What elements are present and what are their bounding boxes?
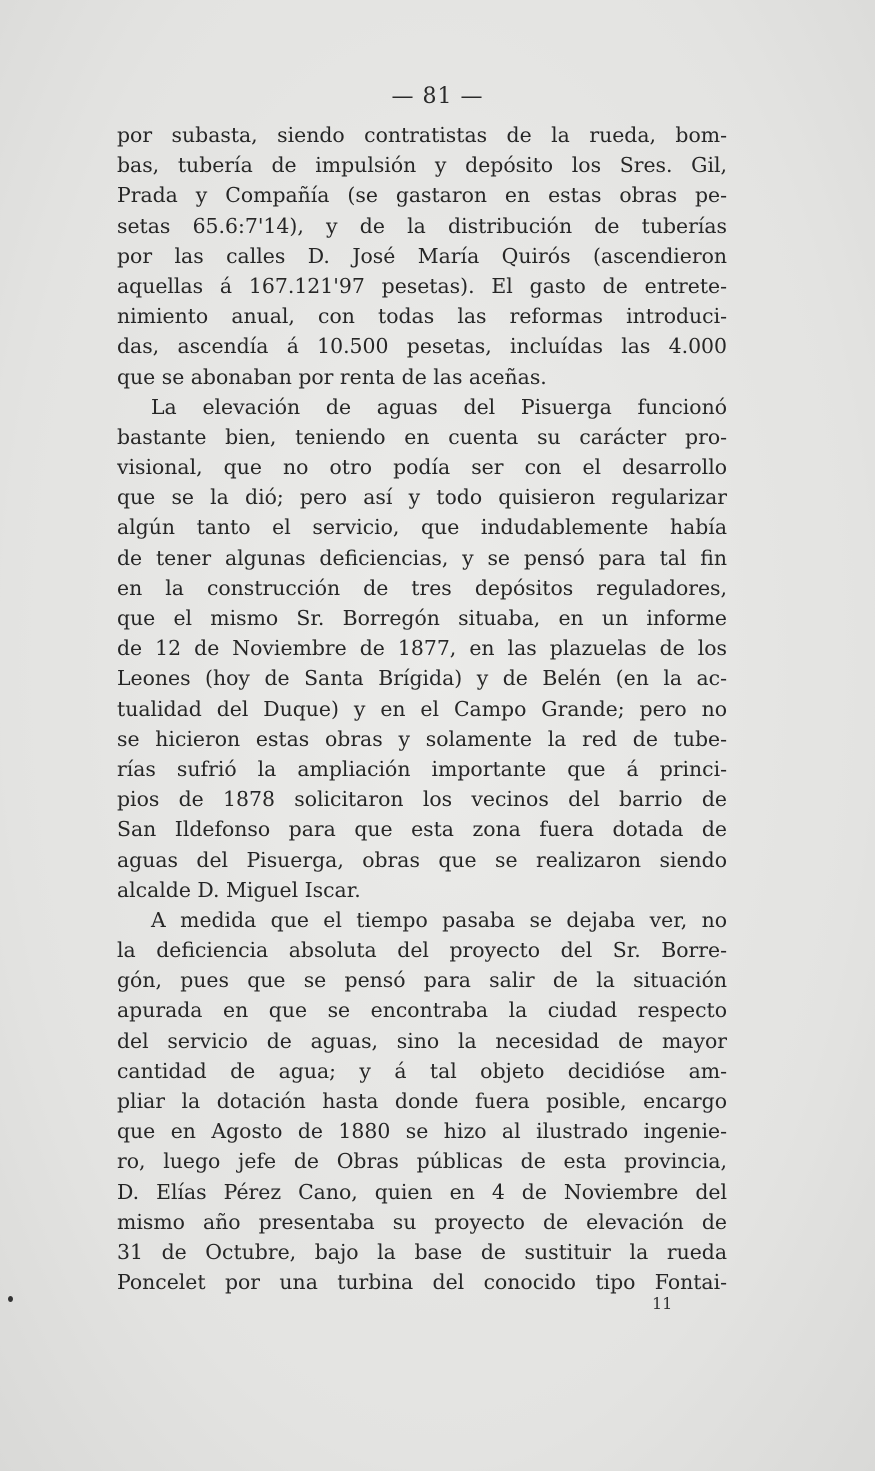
text-line: A medida que el tiempo pasaba se dejaba ver, no [151, 907, 727, 932]
text-line: das, ascendía á 10.500 pesetas, incluídas las 4.000 [117, 334, 727, 359]
text-line: tualidad del Duque) y en el Campo Grande; pero no [117, 696, 727, 721]
text-line: bas, tubería de impulsión y depósito los Sres. Gil, [117, 153, 727, 178]
text-line: La elevación de aguas del Pisuerga funcionó [151, 394, 727, 419]
text-line: de 12 de Noviembre de 1877, en las plazuelas de los [117, 636, 727, 661]
text-line: bastante bien, teniendo en cuenta su carácter pro- [117, 424, 727, 449]
text-line: del servicio de aguas, sino la necesidad de mayor [117, 1028, 727, 1053]
text-line: por subasta, siendo contratistas de la rueda, bom- [117, 123, 727, 147]
text-line: D. Elías Pérez Cano, quien en 4 de Noviembre del [117, 1179, 727, 1204]
text-line: aguas del Pisuerga, obras que se realizaron siendo [117, 847, 727, 872]
text-line: ro, luego jefe de Obras públicas de esta provincia, [117, 1149, 727, 1174]
text-line: algún tanto el servicio, que indudablemente había [117, 515, 727, 540]
page-number: — 81 — [391, 84, 484, 109]
text-line: 31 de Octubre, bajo la base de sustituir la rueda [117, 1239, 727, 1264]
text-line: pliar la dotación hasta donde fuera posible, encargo [117, 1089, 727, 1113]
text-line: que el mismo Sr. Borregón situaba, en un informe [117, 606, 727, 630]
text-line: por las calles D. José María Quirós (ascendieron [117, 243, 727, 268]
text-line: que se abonaban por renta de las aceñas. [117, 364, 547, 389]
text-line: que se la dió; pero así y todo quisieron regularizar [117, 485, 727, 510]
text-line: en la construcción de tres depósitos reguladores, [117, 575, 727, 600]
text-line: cantidad de agua; y á tal objeto decidióse am- [117, 1058, 727, 1083]
text-line: Prada y Compañía (se gastaron en estas obras pe- [117, 183, 727, 208]
text-line: rías sufrió la ampliación importante que á princi- [117, 756, 727, 781]
print-speck [8, 1296, 13, 1302]
signature-mark: 11 [652, 1294, 673, 1313]
text-line: gón, pues que se pensó para salir de la situación [117, 968, 727, 993]
text-line: se hicieron estas obras y solamente la red de tube- [117, 726, 727, 751]
text-line: mismo año presentaba su proyecto de elevación de [117, 1209, 727, 1234]
text-line: de tener algunas deficiencias, y se pensó para tal fin [117, 545, 727, 570]
text-line: visional, que no otro podía ser con el desarrollo [117, 455, 727, 480]
text-line: San Ildefonso para que esta zona fuera dotada de [117, 817, 727, 842]
text-line: alcalde D. Miguel Iscar. [117, 877, 361, 902]
body-text [117, 120, 727, 1297]
text-line: Leones (hoy de Santa Brígida) y de Belén (en la ac- [117, 666, 727, 691]
text-line: pios de 1878 solicitaron los vecinos del barrio de [117, 787, 727, 812]
text-line: que en Agosto de 1880 se hizo al ilustrado ingenie- [117, 1119, 727, 1144]
text-line: apurada en que se encontraba la ciudad respecto [117, 998, 727, 1023]
text-line: la deficiencia absoluta del proyecto del Sr. Borre- [117, 938, 727, 963]
text-line: nimiento anual, con todas las reformas introduci- [117, 304, 727, 329]
text-line: setas 65.6:7'14), y de la distribución de tuberías [117, 213, 727, 238]
text-line: Poncelet por una turbina del conocido tipo Fontai- [117, 1270, 727, 1295]
text-line: aquellas á 167.121'97 pesetas). El gasto de entrete- [117, 273, 727, 298]
